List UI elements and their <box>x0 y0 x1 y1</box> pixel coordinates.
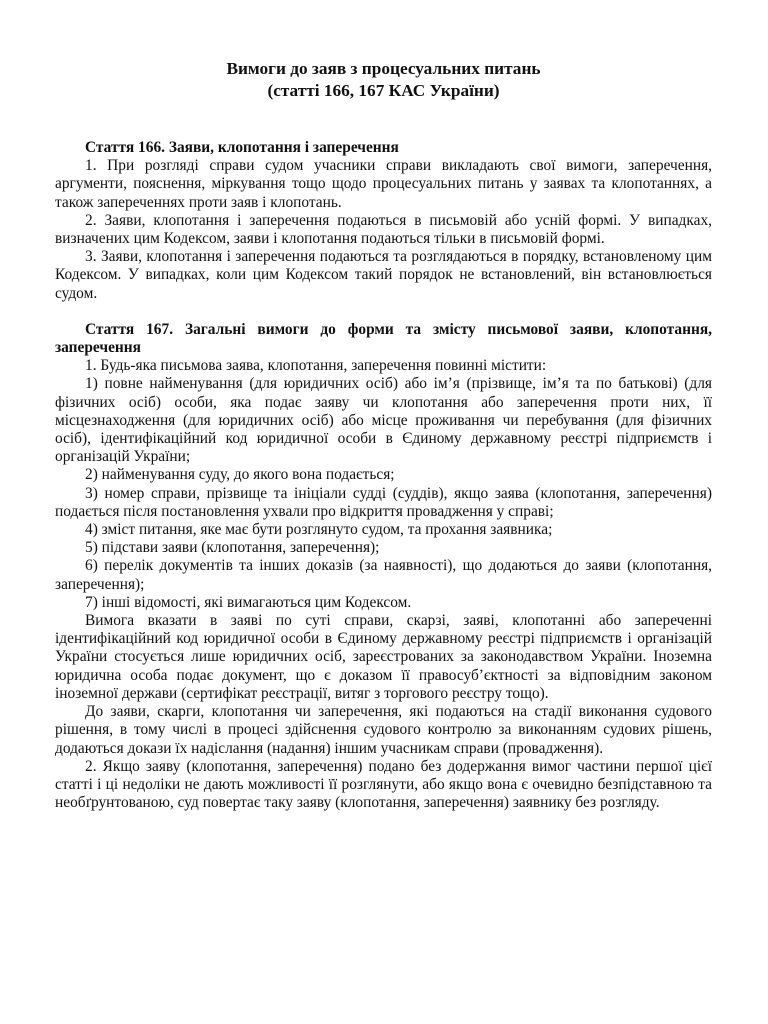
article-167-list-item: 5) підстави заяви (клопотання, заперечення); <box>85 539 380 557</box>
article-167-heading <box>55 321 712 357</box>
article-166-heading: Стаття 166. Заяви, клопотання і заперечення <box>85 139 399 156</box>
article-167-list-item: 7) інші відомості, які вимагаються цим Кодексом. <box>85 593 412 611</box>
article-167-paragraph: 2. Якщо заяву (клопотання, заперечення) подано без додержання вимог частини першої цієї статті і ці недоліки не дають можливості її розглянути, або якщо вона є очевидно безпідставною та необґрунтованою, суд повертає таку заяву (клопотання, заперечення) заявнику без розгляду. <box>55 757 712 812</box>
article-166-paragraph: 3. Заяви, клопотання і заперечення подаються та розглядаються в порядку, встановленому цим Кодексом. У випадках, коли цим Кодексом такий порядок не встановлений, він встановлюється судом. <box>55 248 712 302</box>
article-167-paragraph: 1. Будь-яка письмова заява, клопотання, заперечення повинні містити: <box>85 357 547 375</box>
article-167-heading-prefix: Стаття 167. <box>85 320 174 338</box>
article-167-paragraph: До заяви, скарги, клопотання чи заперечення, які подаються на стадії виконання судового рішення, в тому числі в процесі здійснення судового контролю за виконанням судових рішень, додаються докази їх надіслання (надання) іншим учасникам справи (провадження). <box>55 703 712 757</box>
document-page <box>55 58 712 812</box>
article-166 <box>55 139 712 303</box>
article-167-list-item: 6) перелік документів та інших доказів (за наявності), що додаються до заяви (клопотання, заперечення); <box>55 557 712 593</box>
title-line-2: (статті 166, 167 КАС України) <box>267 81 500 100</box>
title-line-1: Вимоги до заяв з процесуальних питань <box>226 59 541 78</box>
article-167-list-item: 3) номер справи, прізвище та ініціали судді (суддів), якщо заява (клопотання, заперечення) подається після постановлення ухвали про відкриття провадження у справі; <box>55 484 712 520</box>
article-167-paragraph: Вимога вказати в заяві по суті справи, скарзі, заяві, клопотанні або запереченні ідентифікаційний код юридичної особи в Єдиному державному реєстрі підприємств і організацій України стосується лише юридичних осіб, зареєстрованих за законодавством України. Іноземна юридична особа подає документ, що є доказом її правосуб’єктності за відповідним законом іноземної держави (сертифікат реєстрації, витяг з торгового реєстру тощо). <box>55 612 712 702</box>
article-167-heading-title: Загальні вимоги до форми та змісту письмової заяви, клопотання, заперечення <box>55 320 712 357</box>
article-167-list-item: 1) повне найменування (для юридичних осіб) або ім’я (прізвище, ім’я та по батькові) (для фізичних осіб) особи, яка подає заяву чи клопотання або заперечення проти них, її місцезнаходження (для юридичних осіб) або місце проживання чи перебування (для фізичних осіб), ідентифікаційний код юридичної особи в Єдиному державному реєстрі підприємств і організацій України; <box>55 375 712 466</box>
article-167-list-item: 4) зміст питання, яке має бути розглянуто судом, та прохання заявника; <box>85 521 553 539</box>
article-167-list-item: 2) найменування суду, до якого вона подається; <box>85 466 395 484</box>
article-166-paragraph: 1. При розгляді справи судом учасники справи викладають свої вимоги, заперечення, аргументи, пояснення, міркування тощо щодо процесуальних питань у заявах та клопотаннях, а також запереченнях проти заяв і клопотань. <box>55 157 712 211</box>
article-166-paragraph: 2. Заяви, клопотання і заперечення подаються в письмовій або усній формі. У випадках, визначених цим Кодексом, заяви і клопотання подаються тільки в письмовій формі. <box>55 211 712 248</box>
document-title <box>55 58 712 102</box>
article-167 <box>55 321 712 812</box>
